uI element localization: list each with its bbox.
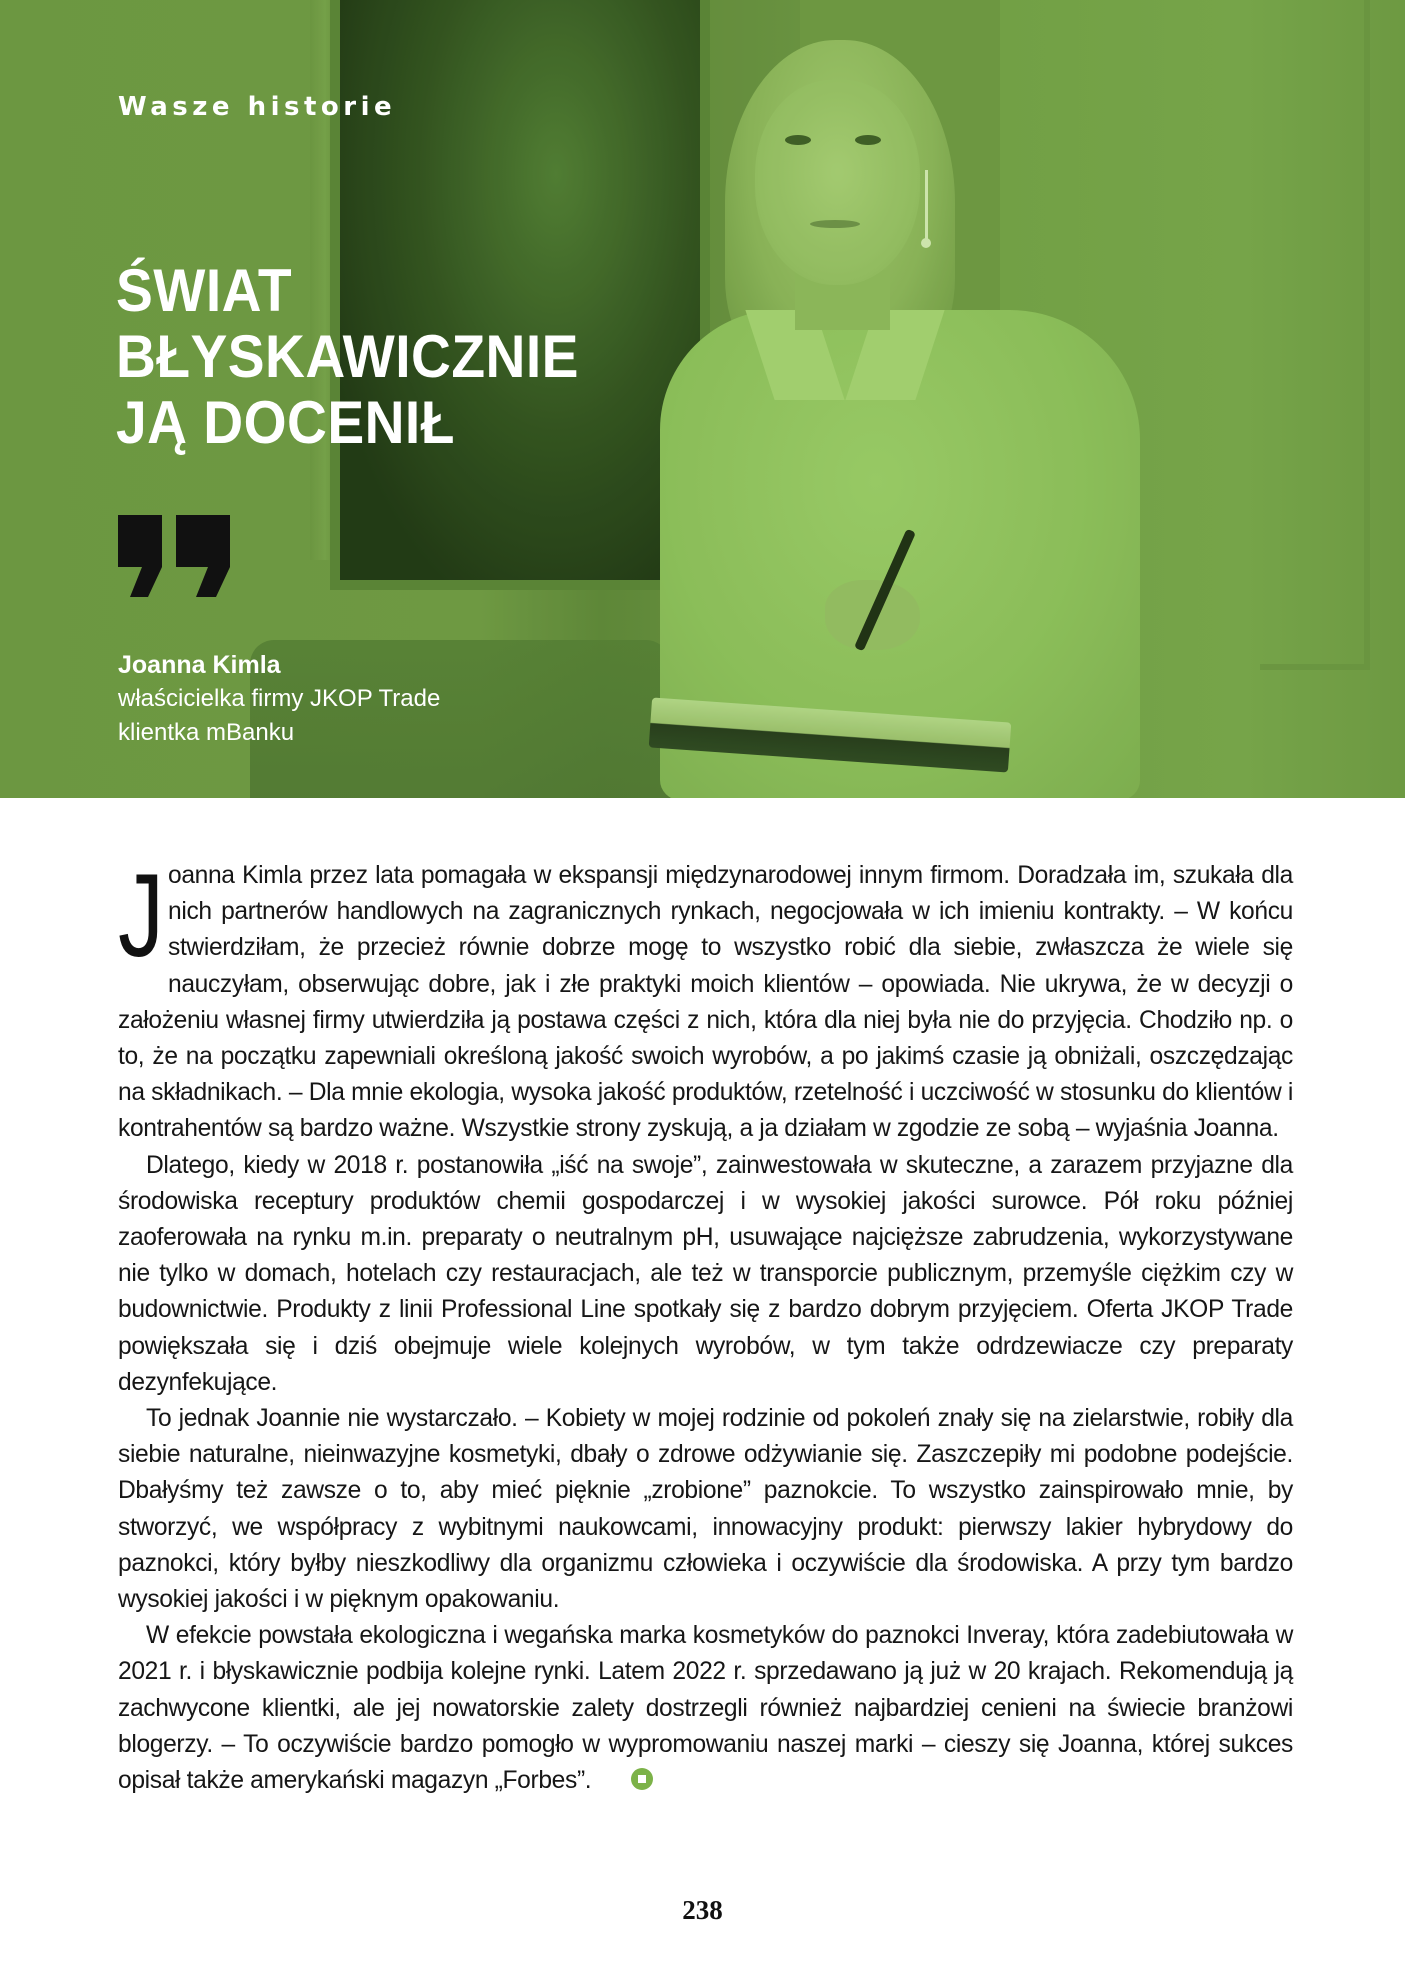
section-label: Wasze historie xyxy=(118,92,397,122)
article-body xyxy=(118,850,1293,1799)
paragraph-text: W efekcie powstała ekologiczna i wegańska marka kosmetyków do paznokci Inveray, która zadebiutowała w 2021 r. i błyskawicznie podbija kolejne rynki. Latem 2022 r. sprzedawano ją już w 20 krajach. Rekomendują ją zachwycone klientki, ale jej nowatorskie zalety dostrzegli również najbardziej cenieni na świecie branżowi blogerzy. – To oczywiście bardzo pomogło w wypromowaniu naszej marki – cieszy się Joanna, której sukces opisał także amerykański magazyn „Forbes”. xyxy=(118,1622,1293,1795)
headline-line: JĄ DOCENIŁ xyxy=(116,389,455,456)
article-paragraph: To jednak Joannie nie wystarczało. – Kobiety w mojej rodzinie od pokoleń znały się na zielarstwie, robiły dla siebie naturalne, nieinwazyjne kosmetyki, dbały o zdrowe odżywianie się. Zaszczepiły mi podobne podejście. Dbałyśmy też zawsze o to, aby mieć pięknie „zrobione” paznokcie. To wszystko zainspirowało mnie, by stworzyć, we współpracy z wybitnymi naukowcami, innowacyjny produkt: pierwszy lakier hybrydowy do paznokci, który byłby nieszkodliwy dla organizmu człowieka i oczywiście dla środowiska. A przy tym bardzo wysokiej jakości i w pięknym opakowaniu. xyxy=(118,1405,1293,1614)
article-paragraph xyxy=(118,1618,1293,1799)
article-paragraph xyxy=(118,850,1293,1148)
author-block xyxy=(118,648,440,750)
hero-banner xyxy=(0,0,1405,798)
closing-quote-icon xyxy=(118,515,230,597)
page-number: 238 xyxy=(682,1895,723,1925)
author-affiliation: klientka mBanku xyxy=(118,719,295,746)
author-role: właścicielka firmy JKOP Trade xyxy=(118,685,441,712)
author-name: Joanna Kimla xyxy=(118,651,281,679)
article-headline xyxy=(116,258,631,456)
headline-line: ŚWIAT xyxy=(116,257,293,324)
article-paragraph: Dlatego, kiedy w 2018 r. postanowiła „iść na swoje”, zainwestowała w skuteczne, a zarazem przyjazne dla środowiska receptury produktów chemii gospodarczej i w wysokiej jakości surowce. Pół roku później zaoferowała na rynku m.in. preparaty o neutralnym pH, usuwające najcięższe zabrudzenia, wykorzystywane nie tylko w domach, hotelach czy restauracjach, ale też w transporcie publicznym, przemyśle ciężkim czy w budownictwie. Produkty z linii Professional Line spotkały się z bardzo dobrym przyjęciem. Oferta JKOP Trade powiększała się i dziś obejmuje wiele kolejnych wyrobów, w tym także odrdzewiacze czy preparaty dezynfekujące. xyxy=(118,1151,1293,1396)
paragraph-text: oanna Kimla przez lata pomagała w ekspansji międzynarodowej innym firmom. Doradzała im, szukała dla nich partnerów handlowych na zagranicznych rynkach, negocjowała w ich imieniu kontrakty. – W końcu stwierdziłam, że przecież równie dobrze mogę to wszystko robić dla siebie, zwłaszcza że wiele się nauczyłam, obserwując dobre, jak i złe praktyki moich klientów – opowiada. Nie ukrywa, że w decyzji o założeniu własnej firmy utwierdziła ją postawa części z nich, która dla niej była nie do przyjęcia. Chodziło np. o to, że na początku zapewniali określoną jakość swoich wyrobów, a po jakimś czasie ją obniżali, oszczędzając na składnikach. – Dla mnie ekologia, wysoka jakość produktów, rzetelność i uczciwość w stosunku do klientów i kontrahentów są bardzo ważne. Wszystkie strony zyskują, a ja działam w zgodzie ze sobą – wyjaśnia Joanna. xyxy=(118,862,1293,1143)
drop-cap: J xyxy=(118,850,164,982)
headline-line: BŁYSKAWICZNIE xyxy=(116,323,579,390)
end-of-article-icon xyxy=(631,1768,653,1790)
